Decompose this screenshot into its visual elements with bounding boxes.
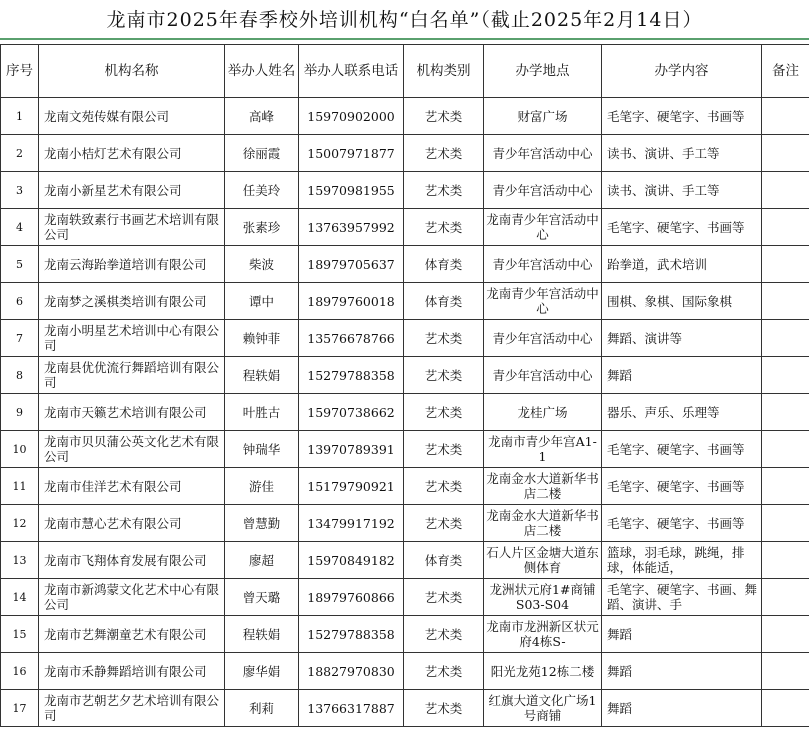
remark — [762, 616, 809, 653]
organizer-phone-text: 15970902000 — [307, 108, 395, 124]
org-category-text: 艺术类 — [424, 145, 463, 161]
row-number-text: 13 — [12, 553, 27, 567]
organizer-name — [225, 579, 299, 616]
course-content — [602, 690, 762, 727]
row-number — [1, 98, 39, 135]
row-number-text: 16 — [12, 664, 27, 678]
org-category — [404, 394, 484, 431]
org-name-text: 龙南轶致素行书画艺术培训有限公司 — [44, 212, 220, 242]
organizer-name-text: 廖超 — [248, 552, 274, 568]
org-category-text: 体育类 — [424, 552, 463, 568]
organizer-name-text: 高峰 — [248, 108, 274, 124]
school-address-text: 红旗大道文化广场1号商铺 — [488, 693, 597, 723]
organizer-name-text: 柴波 — [248, 256, 274, 272]
org-category-text: 体育类 — [424, 293, 463, 309]
row-number-text: 14 — [12, 590, 27, 604]
table-row — [1, 468, 809, 505]
organizer-phone-text: 15970738662 — [307, 404, 395, 420]
organizer-phone-text: 13970789391 — [307, 441, 395, 457]
school-address-text: 青少年宫活动中心 — [492, 145, 593, 161]
school-address-text: 龙南市龙洲新区状元府4栋S- — [486, 619, 599, 649]
org-category-text: 艺术类 — [424, 404, 463, 420]
school-address — [484, 505, 602, 542]
org-category-text: 体育类 — [424, 256, 463, 272]
organizer-phone — [299, 283, 404, 320]
course-content-text: 舞蹈、演讲等 — [607, 330, 683, 346]
header-name: 机构名称 — [39, 45, 225, 98]
organizer-name-text: 谭中 — [248, 293, 274, 309]
organizer-name-text: 曾慧勤 — [242, 515, 281, 531]
organizer-phone — [299, 394, 404, 431]
org-category-text: 艺术类 — [424, 626, 463, 642]
school-address — [484, 394, 602, 431]
course-content — [602, 542, 762, 579]
row-number — [1, 357, 39, 394]
org-name-text: 龙南市新鸿蒙文化艺术中心有限公司 — [44, 582, 220, 612]
organizer-phone-text: 15007971877 — [307, 145, 395, 161]
course-content — [602, 357, 762, 394]
school-address-text: 龙南金水大道新华书店二楼 — [486, 471, 599, 501]
org-category-text: 艺术类 — [424, 663, 463, 679]
org-category — [404, 135, 484, 172]
organizer-phone-text: 15279788358 — [307, 367, 395, 383]
org-name — [39, 172, 225, 209]
org-name-text: 龙南梦之溪棋类培训有限公司 — [44, 293, 207, 309]
course-content — [602, 98, 762, 135]
org-category — [404, 505, 484, 542]
remark — [762, 653, 809, 690]
org-category-text: 艺术类 — [424, 589, 463, 605]
org-category-text: 艺术类 — [424, 367, 463, 383]
org-name-text: 龙南市艺舞潮童艺术有限公司 — [44, 626, 207, 642]
organizer-name — [225, 468, 299, 505]
org-name-text: 龙南市佳洋艺术有限公司 — [44, 478, 182, 494]
organizer-name-text: 钟瑞华 — [242, 441, 281, 457]
organizer-phone — [299, 357, 404, 394]
row-number-text: 17 — [12, 701, 27, 715]
row-number-text: 7 — [16, 331, 23, 345]
organizer-name-text: 游佳 — [248, 478, 274, 494]
school-address — [484, 209, 602, 246]
course-content — [602, 431, 762, 468]
organizer-phone-text: 13763957992 — [307, 219, 395, 235]
organizer-phone — [299, 320, 404, 357]
org-name-text: 龙南云海跆拳道培训有限公司 — [44, 256, 207, 272]
course-content — [602, 135, 762, 172]
org-name-text: 龙南县优优流行舞蹈培训有限公司 — [44, 360, 220, 390]
table-header-row — [1, 45, 809, 98]
org-category-text: 艺术类 — [424, 182, 463, 198]
course-content-text: 器乐、声乐、乐理等 — [607, 404, 720, 420]
organizer-phone-text: 13766317887 — [307, 700, 395, 716]
header-address: 办学地点 — [484, 45, 602, 98]
row-number-text: 9 — [16, 405, 23, 419]
course-content — [602, 468, 762, 505]
remark — [762, 431, 809, 468]
table-row — [1, 616, 809, 653]
remark — [762, 283, 809, 320]
school-address — [484, 468, 602, 505]
header-no: 序号 — [1, 45, 39, 98]
org-category — [404, 690, 484, 727]
course-content — [602, 246, 762, 283]
course-content-text: 读书、演讲、手工等 — [607, 145, 720, 161]
remark — [762, 579, 809, 616]
row-number — [1, 505, 39, 542]
table-row — [1, 431, 809, 468]
org-name — [39, 579, 225, 616]
org-category — [404, 209, 484, 246]
course-content-text: 舞蹈 — [607, 663, 633, 679]
org-name-text: 龙南市飞翔体育发展有限公司 — [44, 552, 207, 568]
course-content-text: 毛笔字、硬笔字、书画、舞蹈、演讲、手 — [607, 582, 758, 612]
organizer-name-text: 廖华娟 — [242, 663, 281, 679]
organizer-phone-text: 13576678766 — [307, 330, 395, 346]
whitelist-table — [0, 44, 809, 727]
organizer-name — [225, 690, 299, 727]
course-content — [602, 320, 762, 357]
org-category — [404, 320, 484, 357]
table-row — [1, 98, 809, 135]
organizer-name-text: 叶胜古 — [242, 404, 281, 420]
org-name — [39, 246, 225, 283]
course-content — [602, 579, 762, 616]
table-row — [1, 209, 809, 246]
organizer-name — [225, 283, 299, 320]
school-address-text: 财富广场 — [517, 108, 568, 124]
organizer-phone — [299, 209, 404, 246]
row-number-text: 11 — [12, 479, 27, 493]
row-number-text: 5 — [16, 257, 23, 271]
school-address — [484, 172, 602, 209]
school-address-text: 青少年宫活动中心 — [492, 182, 593, 198]
org-category — [404, 246, 484, 283]
table-row — [1, 505, 809, 542]
row-number-text: 1 — [16, 109, 23, 123]
row-number-text: 15 — [12, 627, 27, 641]
course-content-text: 舞蹈 — [607, 367, 633, 383]
school-address-text: 龙南市青少年宫A1-1 — [488, 434, 597, 464]
organizer-name — [225, 616, 299, 653]
course-content — [602, 653, 762, 690]
school-address-text: 青少年宫活动中心 — [492, 367, 593, 383]
school-address — [484, 246, 602, 283]
remark — [762, 209, 809, 246]
table-row — [1, 394, 809, 431]
school-address-text: 龙南青少年宫活动中心 — [486, 286, 599, 316]
org-name-text: 龙南文苑传媒有限公司 — [44, 108, 170, 124]
table-row — [1, 283, 809, 320]
row-number-text: 4 — [16, 220, 23, 234]
course-content-text: 读书、演讲、手工等 — [607, 182, 720, 198]
school-address-text: 青少年宫活动中心 — [492, 256, 593, 272]
school-address — [484, 357, 602, 394]
organizer-name — [225, 357, 299, 394]
school-address-text: 龙洲状元府1#商铺S03-S04 — [489, 582, 596, 612]
header-person: 举办人姓名 — [225, 45, 299, 98]
organizer-phone — [299, 690, 404, 727]
org-name — [39, 616, 225, 653]
table-row — [1, 653, 809, 690]
organizer-phone — [299, 172, 404, 209]
remark — [762, 172, 809, 209]
course-content-text: 围棋、象棋、国际象棋 — [607, 293, 733, 309]
course-content — [602, 616, 762, 653]
org-name-text: 龙南市慧心艺术有限公司 — [44, 515, 182, 531]
row-number — [1, 468, 39, 505]
org-name-text: 龙南市贝贝蒲公英文化艺术有限公司 — [44, 434, 220, 464]
organizer-name-text: 曾天璐 — [242, 589, 281, 605]
remark — [762, 505, 809, 542]
organizer-phone — [299, 468, 404, 505]
organizer-phone — [299, 505, 404, 542]
organizer-phone-text: 18979705637 — [307, 256, 395, 272]
row-number — [1, 283, 39, 320]
row-number — [1, 616, 39, 653]
organizer-name — [225, 135, 299, 172]
org-name — [39, 394, 225, 431]
header-note: 备注 — [762, 45, 809, 98]
organizer-phone-text: 15279788358 — [307, 626, 395, 642]
table-row — [1, 172, 809, 209]
row-number — [1, 246, 39, 283]
organizer-phone-text: 18979760866 — [307, 589, 395, 605]
organizer-phone-text: 15179790921 — [307, 478, 395, 494]
organizer-name — [225, 653, 299, 690]
remark — [762, 690, 809, 727]
organizer-name — [225, 98, 299, 135]
school-address — [484, 431, 602, 468]
org-name — [39, 357, 225, 394]
table-row — [1, 690, 809, 727]
organizer-name — [225, 246, 299, 283]
organizer-name-text: 徐丽霞 — [242, 145, 281, 161]
org-category-text: 艺术类 — [424, 515, 463, 531]
school-address — [484, 135, 602, 172]
org-name-text: 龙南市艺朝艺夕艺术培训有限公司 — [44, 693, 220, 723]
organizer-phone-text: 13479917192 — [307, 515, 395, 531]
school-address — [484, 579, 602, 616]
org-category-text: 艺术类 — [424, 478, 463, 494]
org-name — [39, 505, 225, 542]
row-number-text: 2 — [16, 146, 23, 160]
org-category-text: 艺术类 — [424, 330, 463, 346]
organizer-name-text: 程轶娟 — [242, 626, 281, 642]
table-row — [1, 246, 809, 283]
org-name — [39, 690, 225, 727]
course-content-text: 毛笔字、硬笔字、书画等 — [607, 515, 745, 531]
organizer-name-text: 张素珍 — [242, 219, 281, 235]
school-address-text: 石人片区金塘大道东侧体育 — [486, 545, 599, 575]
remark — [762, 135, 809, 172]
organizer-name-text: 利莉 — [248, 700, 274, 716]
org-name — [39, 431, 225, 468]
organizer-phone — [299, 579, 404, 616]
org-name-text: 龙南市禾静舞蹈培训有限公司 — [44, 663, 207, 679]
course-content-text: 跆拳道，武术培训 — [607, 256, 708, 272]
row-number — [1, 690, 39, 727]
org-category-text: 艺术类 — [424, 219, 463, 235]
organizer-phone — [299, 616, 404, 653]
school-address — [484, 616, 602, 653]
row-number — [1, 135, 39, 172]
course-content — [602, 505, 762, 542]
row-number-text: 12 — [12, 516, 27, 530]
org-category-text: 艺术类 — [424, 108, 463, 124]
org-category — [404, 431, 484, 468]
table-row — [1, 357, 809, 394]
organizer-phone-text: 15970981955 — [307, 182, 395, 198]
remark — [762, 394, 809, 431]
school-address-text: 龙南青少年宫活动中心 — [486, 212, 599, 242]
organizer-phone — [299, 246, 404, 283]
org-name — [39, 209, 225, 246]
row-number — [1, 209, 39, 246]
table-row — [1, 135, 809, 172]
row-number — [1, 431, 39, 468]
row-number — [1, 653, 39, 690]
organizer-phone — [299, 98, 404, 135]
org-category-text: 艺术类 — [424, 700, 463, 716]
remark — [762, 542, 809, 579]
organizer-phone-text: 18827970830 — [307, 663, 395, 679]
header-phone: 举办人联系电话 — [299, 45, 404, 98]
remark — [762, 98, 809, 135]
org-name — [39, 320, 225, 357]
table-row — [1, 320, 809, 357]
row-number — [1, 542, 39, 579]
organizer-phone — [299, 653, 404, 690]
org-category — [404, 283, 484, 320]
course-content-text: 毛笔字、硬笔字、书画等 — [607, 441, 745, 457]
school-address — [484, 690, 602, 727]
organizer-phone — [299, 431, 404, 468]
school-address — [484, 283, 602, 320]
school-address — [484, 542, 602, 579]
remark — [762, 320, 809, 357]
org-category — [404, 653, 484, 690]
organizer-phone — [299, 542, 404, 579]
row-number-text: 8 — [16, 368, 23, 382]
document-title: 龙南市2025年春季校外培训机构“白名单”（截止2025年2月14日） — [0, 0, 809, 40]
organizer-name — [225, 394, 299, 431]
table-row — [1, 579, 809, 616]
row-number — [1, 320, 39, 357]
org-name — [39, 98, 225, 135]
org-name — [39, 542, 225, 579]
org-name — [39, 468, 225, 505]
organizer-name-text: 赖钟菲 — [242, 330, 281, 346]
school-address-text: 阳光龙苑12栋二楼 — [490, 663, 595, 679]
org-category — [404, 98, 484, 135]
org-name-text: 龙南小新星艺术有限公司 — [44, 182, 182, 198]
school-address-text: 龙南金水大道新华书店二楼 — [486, 508, 599, 538]
course-content-text: 舞蹈 — [607, 700, 633, 716]
course-content-text: 舞蹈 — [607, 626, 633, 642]
org-category — [404, 357, 484, 394]
organizer-name — [225, 320, 299, 357]
course-content-text: 篮球，羽毛球，跳绳，排球，体能适， — [607, 545, 745, 575]
row-number-text: 6 — [16, 294, 23, 308]
school-address — [484, 320, 602, 357]
organizer-name — [225, 505, 299, 542]
header-content: 办学内容 — [602, 45, 762, 98]
organizer-phone-text: 18979760018 — [307, 293, 395, 309]
org-name-text: 龙南小明星艺术培训中心有限公司 — [44, 323, 220, 353]
organizer-phone — [299, 135, 404, 172]
org-category — [404, 468, 484, 505]
org-category — [404, 172, 484, 209]
org-name-text: 龙南市天籁艺术培训有限公司 — [44, 404, 207, 420]
course-content — [602, 394, 762, 431]
org-name — [39, 283, 225, 320]
course-content — [602, 209, 762, 246]
org-name — [39, 653, 225, 690]
remark — [762, 246, 809, 283]
course-content — [602, 172, 762, 209]
row-number — [1, 172, 39, 209]
row-number-text: 10 — [12, 442, 27, 456]
organizer-name — [225, 542, 299, 579]
school-address-text: 龙桂广场 — [517, 404, 568, 420]
org-category — [404, 542, 484, 579]
remark — [762, 357, 809, 394]
school-address-text: 青少年宫活动中心 — [492, 330, 593, 346]
org-category — [404, 616, 484, 653]
organizer-name-text: 任美玲 — [242, 182, 281, 198]
organizer-name — [225, 431, 299, 468]
row-number-text: 3 — [16, 183, 23, 197]
school-address — [484, 653, 602, 690]
remark — [762, 468, 809, 505]
course-content-text: 毛笔字、硬笔字、书画等 — [607, 219, 745, 235]
organizer-name — [225, 209, 299, 246]
organizer-phone-text: 15970849182 — [307, 552, 395, 568]
course-content — [602, 283, 762, 320]
row-number — [1, 579, 39, 616]
org-name — [39, 135, 225, 172]
course-content-text: 毛笔字、硬笔字、书画等 — [607, 108, 745, 124]
school-address — [484, 98, 602, 135]
header-type: 机构类别 — [404, 45, 484, 98]
org-category-text: 艺术类 — [424, 441, 463, 457]
table-row — [1, 542, 809, 579]
organizer-name-text: 程轶娟 — [242, 367, 281, 383]
course-content-text: 毛笔字、硬笔字、书画等 — [607, 478, 745, 494]
org-category — [404, 579, 484, 616]
org-name-text: 龙南小桔灯艺术有限公司 — [44, 145, 182, 161]
row-number — [1, 394, 39, 431]
organizer-name — [225, 172, 299, 209]
